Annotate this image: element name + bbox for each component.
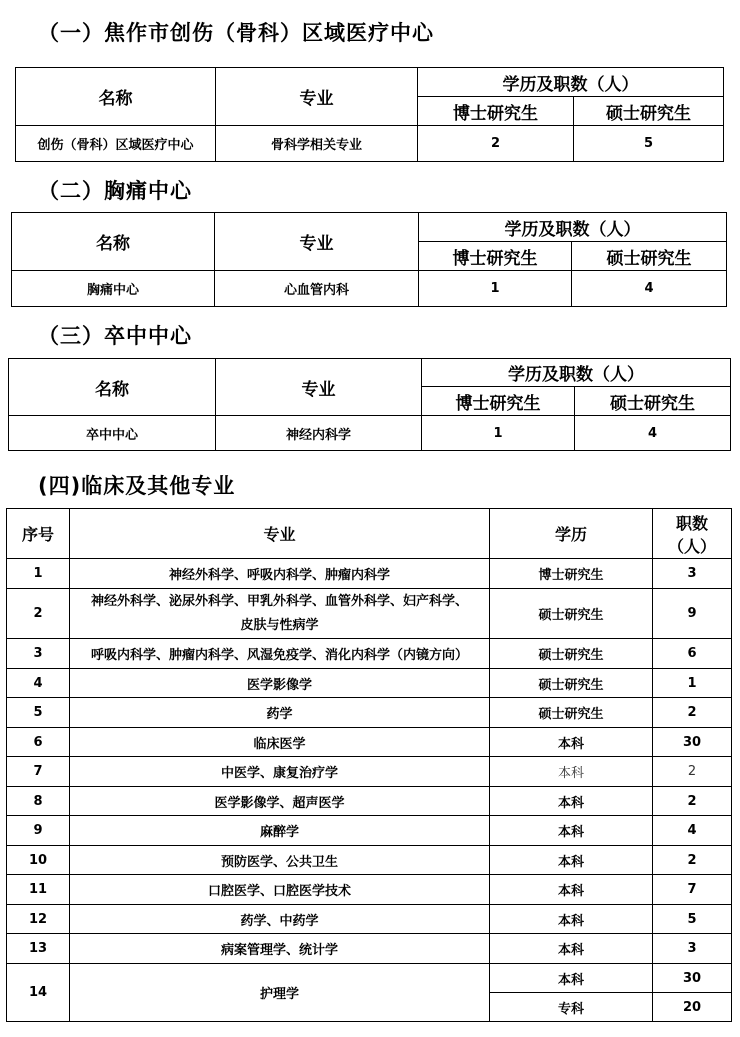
row-count: 1 <box>653 669 732 698</box>
section2-title: （二）胸痛中心 <box>38 179 192 203</box>
section1-title: （一）焦作市创伤（骨科）区域医疗中心 <box>38 21 434 45</box>
table-row <box>7 905 732 934</box>
row-no: 7 <box>7 757 70 787</box>
row-edu: 本科 <box>490 816 653 846</box>
header-phd: 博士研究生 <box>422 387 575 416</box>
section1-table <box>15 67 724 162</box>
header-count-line2: （人） <box>667 536 716 556</box>
row-no: 14 <box>7 964 70 1022</box>
table-row <box>7 934 732 964</box>
row-edu-b: 专科 <box>490 993 653 1022</box>
table-row <box>7 816 732 846</box>
row-major-line2: 皮肤与性病学 <box>240 617 319 633</box>
row-count-a: 30 <box>653 964 732 993</box>
table-row <box>7 964 732 993</box>
row-edu: 硕士研究生 <box>490 589 653 639</box>
row-major: 神经外科学、呼吸内科学、肿瘤内科学 <box>70 559 490 589</box>
header-major: 专业 <box>216 68 418 126</box>
row-major: 口腔医学、口腔医学技术 <box>70 875 490 905</box>
row-major: 预防医学、公共卫生 <box>70 846 490 875</box>
table-row <box>7 669 732 698</box>
row-no: 4 <box>7 669 70 698</box>
table-row <box>7 559 732 589</box>
row-no: 6 <box>7 728 70 757</box>
row-master: 4 <box>572 271 727 307</box>
header-major: 专业 <box>70 509 490 559</box>
row-count: 2 <box>653 787 732 816</box>
header-group: 学历及职数（人） <box>422 359 731 387</box>
row-edu: 硕士研究生 <box>490 669 653 698</box>
header-major: 专业 <box>216 359 422 416</box>
header-name: 名称 <box>9 359 216 416</box>
row-major: 护理学 <box>70 964 490 1022</box>
row-no: 12 <box>7 905 70 934</box>
header-master: 硕士研究生 <box>574 97 724 126</box>
row-no: 5 <box>7 698 70 728</box>
row-no: 8 <box>7 787 70 816</box>
section2-table <box>11 212 727 307</box>
row-major: 神经内科学 <box>216 416 422 451</box>
row-edu: 本科 <box>490 875 653 905</box>
row-edu: 本科 <box>490 905 653 934</box>
row-edu-a: 本科 <box>490 964 653 993</box>
table-row <box>7 698 732 728</box>
table-row <box>7 875 732 905</box>
row-count: 6 <box>653 639 732 669</box>
section4-table <box>6 508 732 1022</box>
row-edu: 本科 <box>490 787 653 816</box>
header-master: 硕士研究生 <box>572 242 727 271</box>
row-phd: 1 <box>419 271 572 307</box>
row-count: 4 <box>653 816 732 846</box>
row-count: 3 <box>653 559 732 589</box>
row-edu: 本科 <box>490 728 653 757</box>
row-edu: 本科 <box>490 757 653 787</box>
row-edu: 博士研究生 <box>490 559 653 589</box>
row-no: 2 <box>7 589 70 639</box>
row-phd: 2 <box>418 126 574 162</box>
header-count <box>653 509 732 559</box>
row-major: 心血管内科 <box>215 271 419 307</box>
section3-table <box>8 358 731 451</box>
row-no: 11 <box>7 875 70 905</box>
header-phd: 博士研究生 <box>418 97 574 126</box>
header-group: 学历及职数（人） <box>418 68 724 97</box>
row-name: 胸痛中心 <box>12 271 215 307</box>
row-phd: 1 <box>422 416 575 451</box>
row-major: 临床医学 <box>70 728 490 757</box>
row-edu: 本科 <box>490 934 653 964</box>
row-count: 2 <box>653 757 732 787</box>
table-row <box>7 757 732 787</box>
header-name: 名称 <box>16 68 216 126</box>
row-major: 骨科学相关专业 <box>216 126 418 162</box>
row-edu: 硕士研究生 <box>490 698 653 728</box>
row-major: 病案管理学、统计学 <box>70 934 490 964</box>
row-no: 1 <box>7 559 70 589</box>
row-master: 4 <box>575 416 731 451</box>
row-count: 3 <box>653 934 732 964</box>
row-major: 医学影像学 <box>70 669 490 698</box>
row-name: 卒中中心 <box>9 416 216 451</box>
row-count: 2 <box>653 698 732 728</box>
section4-title: (四)临床及其他专业 <box>38 474 236 498</box>
row-major: 医学影像学、超声医学 <box>70 787 490 816</box>
header-master: 硕士研究生 <box>575 387 731 416</box>
row-major-line1: 神经外科学、泌尿外科学、甲乳外科学、血管外科学、妇产科学、 <box>90 593 468 609</box>
section3-title: （三）卒中中心 <box>38 324 192 348</box>
header-phd: 博士研究生 <box>419 242 572 271</box>
row-no: 9 <box>7 816 70 846</box>
row-count: 30 <box>653 728 732 757</box>
table-row <box>7 787 732 816</box>
row-count: 7 <box>653 875 732 905</box>
row-major: 药学 <box>70 698 490 728</box>
row-major <box>70 589 490 639</box>
row-count-b: 20 <box>653 993 732 1022</box>
header-major: 专业 <box>215 213 419 271</box>
header-edu: 学历 <box>490 509 653 559</box>
row-count: 9 <box>653 589 732 639</box>
row-major: 呼吸内科学、肿瘤内科学、风湿免疫学、消化内科学（内镜方向） <box>70 639 490 669</box>
table-row <box>7 728 732 757</box>
row-count: 5 <box>653 905 732 934</box>
header-group: 学历及职数（人） <box>419 213 727 242</box>
row-name: 创伤（骨科）区域医疗中心 <box>16 126 216 162</box>
table-row <box>7 846 732 875</box>
table-row <box>7 589 732 639</box>
table-row <box>7 639 732 669</box>
row-master: 5 <box>574 126 724 162</box>
row-no: 13 <box>7 934 70 964</box>
row-major: 麻醉学 <box>70 816 490 846</box>
row-edu: 硕士研究生 <box>490 639 653 669</box>
row-count: 2 <box>653 846 732 875</box>
row-no: 3 <box>7 639 70 669</box>
row-no: 10 <box>7 846 70 875</box>
header-count-line1: 职数 <box>675 513 708 533</box>
row-major: 药学、中药学 <box>70 905 490 934</box>
row-major: 中医学、康复治疗学 <box>70 757 490 787</box>
header-no: 序号 <box>7 509 70 559</box>
header-name: 名称 <box>12 213 215 271</box>
row-edu: 本科 <box>490 846 653 875</box>
